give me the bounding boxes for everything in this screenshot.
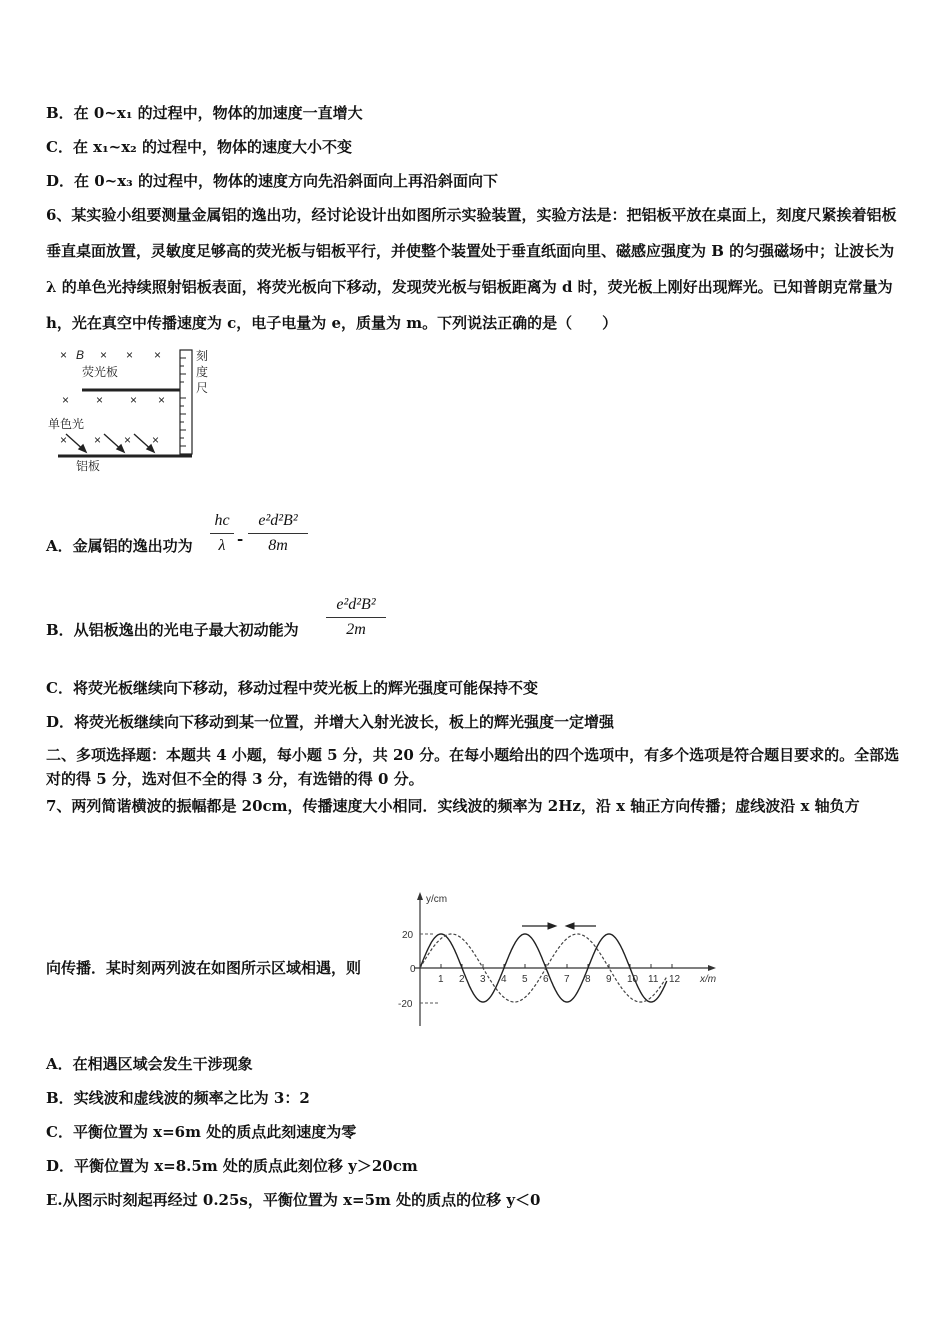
q7-option-b: B．实线波和虚线波的频率之比为 3：2	[46, 1089, 310, 1107]
x-tick-label: 3	[480, 974, 486, 985]
cross-mark: ×	[100, 348, 108, 362]
ruler-label: 尺	[196, 381, 209, 395]
x-tick-label: 4	[501, 974, 507, 985]
q5-option-d: D．在 0~x₃ 的过程中，物体的速度方向先沿斜面向上再沿斜面向下	[46, 172, 498, 190]
formula-fraction	[210, 512, 234, 555]
q6-stem: 6、某实验小组要测量金属铝的逸出功，经讨论设计出如图所示实验装置，实验方法是：把铝板平放在桌面上，刻度尺紧挨着铝板垂直桌面放置，灵敏度足够高的荧光板与铝板平行，并使整个装置处于垂直纸面向里、磁感应强度为 B 的匀强磁场中；让波长为 λ 的单色光持续照射铝板表面，将荧光板向下移动，发现荧光板与铝板距离为 d 时，荧光板上刚好出现辉光。已知普朗克常量为 h，光在真空中传播速度为 c，电子电量为 e，质量为 m。下列说法正确的是（ ）	[46, 206, 897, 332]
q7-option-e: E.从图示时刻起再经过 0.25s，平衡位置为 x=5m 处的质点的位移 y＜0	[46, 1191, 541, 1209]
x-tick-label: 7	[564, 974, 570, 985]
y-tick-negative: -20	[398, 999, 413, 1010]
y-axis-label: y/cm	[426, 894, 448, 905]
screen-label: 荧光板	[82, 365, 119, 379]
b-field-label: B	[76, 348, 85, 362]
cross-mark: ×	[152, 433, 160, 447]
fraction-denominator: λ	[218, 537, 226, 554]
q7-option-a: A．在相遇区域会发生干涉现象	[46, 1055, 253, 1073]
minus-sign: -	[237, 530, 244, 548]
ruler-label: 度	[196, 365, 209, 379]
x-tick-label: 11	[648, 974, 659, 985]
q6-option-d: D．将荧光板继续向下移动到某一位置，并增大入射光波长，板上的辉光强度一定增强	[46, 713, 615, 731]
cross-mark: ×	[60, 433, 68, 447]
cross-mark: ×	[96, 393, 104, 407]
x-tick-label: 5	[522, 974, 528, 985]
q6-option-b: B．从铝板逸出的光电子最大初动能为	[46, 621, 299, 639]
q6-option-c: C．将荧光板继续向下移动，移动过程中荧光板上的辉光强度可能保持不变	[46, 679, 538, 697]
x-tick-label: 8	[585, 974, 591, 985]
y-tick-positive: 20	[402, 930, 414, 941]
q7-wave-graph	[390, 886, 730, 1032]
x-tick-label: 12	[669, 974, 681, 985]
cross-mark: ×	[130, 393, 138, 407]
fraction-denominator: 2m	[346, 621, 366, 638]
cross-mark: ×	[124, 433, 132, 447]
fraction-numerator: e²d²B²	[326, 596, 386, 618]
x-tick-label: 10	[627, 974, 639, 985]
x-tick-label: 2	[459, 974, 465, 985]
q6-option-a: A．金属铝的逸出功为	[46, 537, 193, 555]
q5-option-c: C．在 x₁~x₂ 的过程中，物体的速度大小不变	[46, 138, 352, 156]
q7-option-c: C．平衡位置为 x=6m 处的质点此刻速度为零	[46, 1123, 357, 1141]
q7-option-d: D．平衡位置为 x=8.5m 处的质点此刻位移 y＞20cm	[46, 1157, 418, 1175]
solid-wave-direction-arrow	[522, 923, 556, 929]
q5-option-b: B．在 0~x₁ 的过程中，物体的加速度一直增大	[46, 104, 363, 122]
q6-apparatus-figure	[46, 346, 218, 476]
fraction-denominator: 8m	[268, 537, 288, 554]
dashed-wave-direction-arrow	[566, 923, 596, 929]
x-axis-label: x/m	[700, 974, 717, 985]
cross-mark: ×	[60, 348, 68, 362]
q7-stem-part1: 7、两列简谐横波的振幅都是 20cm，传播速度大小相同．实线波的频率为 2Hz，沿 x 轴正方向传播；虚线波沿 x 轴负方	[46, 797, 860, 815]
light-label: 单色光	[48, 417, 85, 431]
x-tick-label: 1	[438, 974, 444, 985]
x-tick-label: 6	[543, 974, 549, 985]
formula-fraction	[248, 512, 308, 555]
plate-label: 铝板	[76, 459, 101, 473]
formula-fraction	[326, 596, 386, 639]
fraction-numerator: e²d²B²	[248, 512, 308, 534]
cross-mark: ×	[94, 433, 102, 447]
fraction-numerator: hc	[210, 512, 234, 534]
cross-mark: ×	[126, 348, 134, 362]
origin-label: 0	[410, 964, 416, 975]
cross-mark: ×	[158, 393, 166, 407]
cross-mark: ×	[154, 348, 162, 362]
cross-mark: ×	[62, 393, 70, 407]
x-tick-label: 9	[606, 974, 612, 985]
q7-stem-part2: 向传播．某时刻两列波在如图所示区域相遇，则	[46, 959, 362, 977]
ruler-label: 刻	[196, 349, 209, 363]
section2-header: 二、多项选择题：本题共 4 小题，每小题 5 分，共 20 分。在每小题给出的四个选项中，有多个选项是符合题目要求的。全部选对的得 5 分，选对但不全的得 3 分，有选错的得 0 分。	[46, 746, 900, 788]
